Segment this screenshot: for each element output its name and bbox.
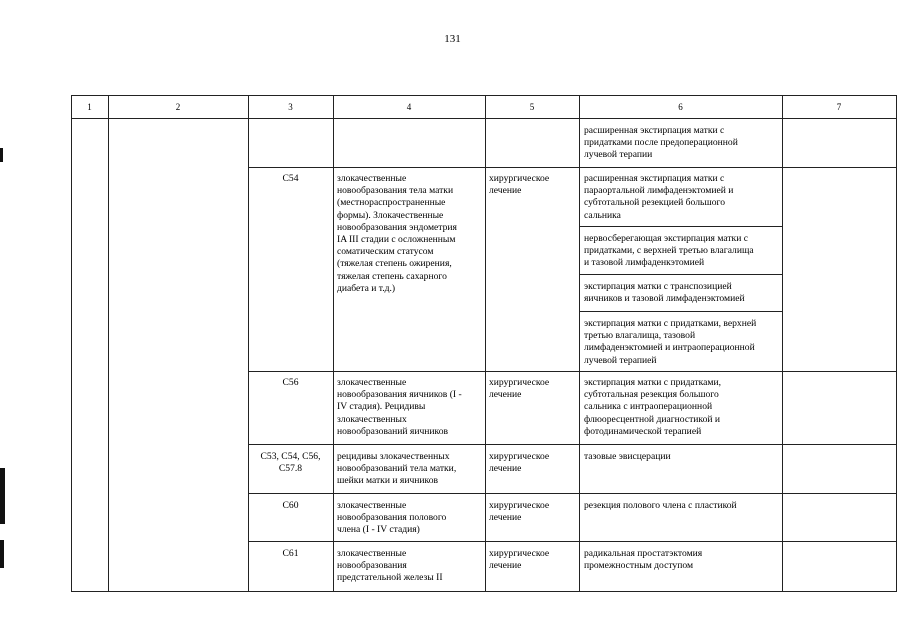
method-cell: экстирпация матки с транспозицией яичников и тазовой лимфаденэктомией [584,281,745,305]
table-border [71,118,897,119]
column-header: 5 [529,102,535,112]
diagnosis-cell: злокачественные новообразования полового члена (I - IV стадия) [337,500,447,536]
method-cell: резекция полового члена с пластикой [584,500,737,511]
table-border [108,95,109,592]
table-border [71,591,897,592]
table-border [579,226,783,227]
page-number: 131 [444,33,461,45]
code-cell: C54 [282,173,299,184]
column-header: 6 [678,102,683,112]
code-cell: C60 [282,500,299,511]
diagnosis-cell: злокачественные новообразования предстательной железы II [337,548,443,584]
table-border [896,95,897,592]
column-header: 3 [288,102,293,112]
method-cell: тазовые эвисцерации [584,451,671,462]
method-cell: радикальная простатэктомия промежностным доступом [584,548,703,572]
table-border [248,167,897,168]
table-border [333,95,334,592]
column-header: 4 [406,102,412,112]
table-border [71,95,897,96]
diagnosis-cell: злокачественные новообразования яичников (I - IV стадия). Рецидивы злокачественных новообразований яичников [337,377,462,437]
column-header: 1 [87,102,92,112]
treatment-type-cell: хирургическое лечение [489,173,550,197]
method-cell: расширенная экстирпация матки с придатками после предоперационной лучевой терапии [584,125,738,161]
treatment-type-cell: хирургическое лечение [489,377,550,401]
table-border [579,95,580,592]
diagnosis-cell: злокачественные новообразования тела матки (местнораспространенные формы). Злокачественные новообразования эндометрия IA III стадии с осложненным соматическим статусом (тяжелая степень ожирения, тяжелая степень сахарного диабета и т.д.) [337,173,457,294]
table-border [71,95,72,592]
treatment-type-cell: хирургическое лечение [489,451,550,475]
column-header: 7 [836,102,842,112]
table-border [782,95,783,592]
table-border [485,95,486,592]
table-border [248,541,897,542]
code-cell: C61 [282,548,299,559]
treatment-type-cell: хирургическое лечение [489,548,550,572]
table-border [248,444,897,445]
method-cell: экстирпация матки с придатками, верхней третью влагалища, тазовой лимфаденэктомией и интраоперационной лучевой терапией [584,318,757,366]
treatment-type-cell: хирургическое лечение [489,500,550,524]
table-border [579,311,783,312]
method-cell: экстирпация матки с придатками, субтотальная резекция большого сальника с интраоперационной флюоресцентной диагностикой и фотодинамической терапией [584,377,721,437]
diagnosis-cell: рецидивы злокачественных новообразований тела матки, шейки матки и яичников [337,451,457,487]
method-cell: нервосберегающая экстирпация матки с придатками, с верхней третью влагалища и тазовой лимфаденкэтомией [584,233,754,269]
table-border [248,95,249,592]
code-cell: C56 [282,377,299,388]
method-cell: расширенная экстирпация матки с параортальной лимфаденэктомией и субтотальной резекцией большого сальника [584,173,734,221]
table-border [248,371,897,372]
table-border [248,493,897,494]
column-header: 2 [175,102,181,112]
table-border [579,274,783,275]
code-cell: C53, C54, C56, C57.8 [260,451,321,475]
